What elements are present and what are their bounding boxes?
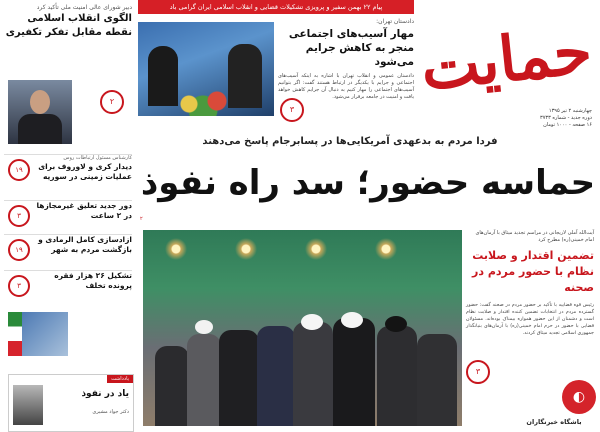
left-lead-photo: [8, 80, 72, 144]
list-item[interactable]: [4, 234, 132, 271]
author-photo: [13, 385, 43, 425]
page-badge: ۱۹: [8, 239, 30, 261]
photo-person: [417, 334, 457, 426]
chandelier-icon: [163, 238, 189, 260]
top-story-body: دادستان عمومی و انقلاب تهران با اشاره به اینکه آسیب‌های اجتماعی و جرایم با یکدیگر در ارتباط هستند گفت: اگر بتوانیم آسیب‌های اجتماعی را مهار کنیم به دنبال آن جرایم کاهش خواهد یافت و امنیت در جامعه برقرار می‌شود.: [278, 73, 414, 100]
photo-person: [377, 326, 417, 426]
photo-head: [30, 90, 50, 114]
chandelier-icon: [233, 238, 259, 260]
list-item-kicker: کارشناس مسئول ارتباطات روس: [63, 155, 132, 161]
photo-person: [257, 326, 295, 426]
yjc-logo-icon: ◐: [562, 380, 596, 414]
page-badge: ۲: [100, 90, 124, 114]
meta-line: دوره جدید - شماره ۳۷۳۳: [540, 115, 592, 121]
masthead-logo: حمایت: [417, 14, 596, 105]
meta-line: ۱۶ صفحه - ۱۰۰۰ تومان: [543, 122, 592, 128]
chandelier-icon: [303, 238, 329, 260]
turban: [195, 320, 213, 334]
top-story[interactable]: [138, 16, 414, 124]
chandelier-icon: [373, 238, 399, 260]
turban: [385, 316, 407, 332]
photo-person: [219, 330, 259, 426]
photo-person: [155, 346, 189, 426]
page-badge: ۳: [466, 360, 490, 384]
crowd-of-people: [143, 306, 462, 426]
page-badge: ۳: [280, 98, 304, 122]
top-story-text: [278, 18, 414, 101]
left-column: [4, 4, 132, 424]
column-note-box[interactable]: [8, 374, 134, 432]
left-lead-kicker: دبیر شورای عالی امنیت ملی تأکید کرد: [36, 4, 132, 11]
news-thumbnail: [8, 312, 68, 356]
right-story-kicker: آیت‌الله آملی لاریجانی در مراسم تجدید میثاق با آرمان‌های امام خمینی(ره) مطرح کرد: [475, 230, 594, 243]
turban: [341, 312, 363, 328]
watermark-text: باشگاه خبرنگاران: [526, 418, 582, 426]
main-photo: [143, 230, 462, 426]
page-badge: ۳: [8, 275, 30, 297]
list-item[interactable]: [4, 200, 132, 235]
top-story-photo: [138, 22, 274, 116]
yjc-watermark: [512, 380, 596, 426]
right-story-title[interactable]: تضمین اقتدار و صلابت نظام با حضور مردم در صحنه: [472, 249, 594, 294]
photo-person: [293, 322, 333, 426]
list-item-title: ازادسازی کامل الرمادی و بازگشت مردم به شهر: [38, 235, 132, 254]
list-item-title: تشکیل ۲۶ هزار فقره پرونده تخلف: [54, 271, 132, 290]
column-note-author: دکتر جواد مشیری: [92, 409, 129, 415]
list-item[interactable]: [4, 270, 132, 307]
page-badge: ۳: [8, 205, 30, 227]
meta-line: چهارشنبه ۲ تیر ۱۳۹۵: [548, 108, 592, 114]
list-item-title: دور جدید تعلیق غیرمجازها در ۲ ساعت: [36, 201, 132, 220]
turban: [301, 314, 323, 330]
iran-flag-icon: [8, 312, 22, 356]
photo-person: [333, 318, 375, 426]
top-story-title[interactable]: مهار آسیب‌های اجتماعی منجر به کاهش جرایم می‌شود: [288, 28, 414, 68]
list-item-title: دیدار کری و لاوروف برای عملیات زمینی در سوریه: [38, 162, 132, 181]
photo-body: [18, 114, 62, 144]
top-banner: پیام ۲۲ بهمن سفیر و پرویزی تشکیلات قضایی و انقلاب اسلامی ایران گرامی باد: [138, 0, 414, 14]
masthead-meta: [442, 108, 592, 129]
page-badge: ۱۹: [8, 159, 30, 181]
column-note-title: یاد در نفوذ: [81, 389, 129, 399]
right-story-body: رئیس قوه قضاییه با تأکید بر حضور مردم در صحنه گفت: حضور گسترده مردم در انتخابات تضمین کننده اقتدار و صلابت نظام است و دشمنان از این حضور همواره بیمناک بوده‌اند. مسئولان قضایی با حضور در حرم امام خمینی(ره) با آرمان‌های بنیانگذار جمهوری اسلامی تجدید میثاق کردند.: [466, 303, 594, 336]
list-item[interactable]: [4, 154, 132, 201]
photo-person: [187, 334, 221, 426]
headline-subtitle: فردا مردم به بدعهدی آمریکایی‌ها در پسابرجام پاسخ می‌دهند: [202, 136, 498, 147]
main-headline[interactable]: حماسه حضور؛ سد راه نفوذ: [140, 163, 596, 203]
headline-page-number: ۲: [140, 216, 143, 222]
top-story-kicker: دادستان تهران:: [376, 18, 414, 25]
photo-flowers: [168, 86, 238, 116]
column-note-label: یادداشت: [107, 375, 133, 383]
left-lead-title[interactable]: الگوی انقلاب اسلامی نقطه مقابل تفکر تکفیری: [5, 13, 132, 38]
